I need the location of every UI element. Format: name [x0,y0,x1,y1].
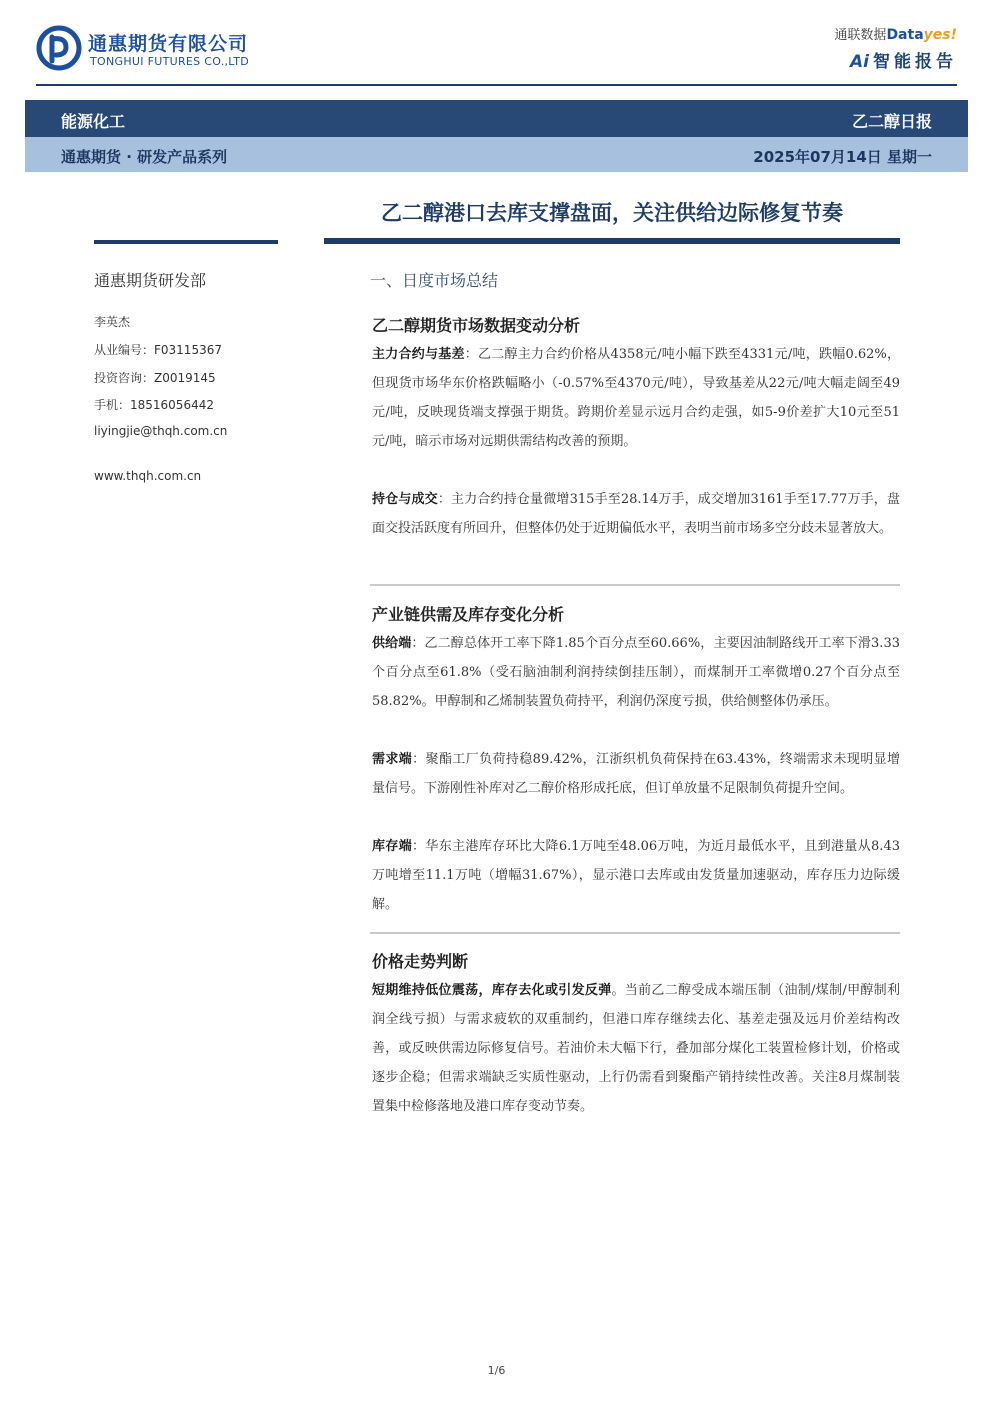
inventory-text: ：华东主港库存环比大降6.1万吨至48.06万吨，为近月最低水平，且到港量从8.43万吨增至11.1万吨（增幅31.67%），显示港口去库或由发货量加速驱动，库存压力边际缓解。 [372,839,900,912]
position-volume-text: ：主力合约持仓量微增315手至28.14万手，成交增加3161手至17.77万手，盘面交投活跃度有所回升，但整体仍处于近期偏低水平，表明当前市场多空分歧未显著放大。 [372,492,900,536]
inventory-label: 库存端 [372,839,413,854]
brand-yes: yes! [923,27,957,43]
position-volume-label: 持仓与成交 [372,492,438,507]
header-rule [36,84,957,86]
contract-basis-text: ：乙二醇主力合约价格从4358元/吨小幅下跌至4331元/吨，跌幅0.62%，但现货市场华东价格跌幅略小（-0.57%至4370元/吨），导致基差从22元/吨大幅走阔至49元/吨，反映现货端支撑强于期货。跨期价差显示远月合约走强，如5-9价差扩大10元至51元/吨，暗示市场对远期供需结构改善的预期。 [372,347,900,449]
price-outlook-text: 。当前乙二醇受成本端压制（油制/煤制/甲醇制利润全线亏损）与需求疲软的双重制约，但港口库存继续去化、基差走强及远月价差结构改善，或反映供需边际修复信号。若油价未大幅下行，叠加部分煤化工装置检修计划，价格或逐步企稳；但需求端缺乏实质性驱动，上行仍需看到聚酯产销持续性改善。关注8月煤制装置集中检修落地及港口库存变动节奏。 [372,983,900,1114]
position-volume-paragraph [372,485,900,543]
brand-data: Data [886,27,924,43]
inventory-paragraph [372,832,900,919]
supply-text: ：乙二醇总体开工率下降1.85个百分点至60.66%，主要因油制路线开工率下滑3.33个百分点至61.8%（受石脑油制利润持续倒挂压制），而煤制开工率微增0.27个百分点至58.82%。甲醇制和乙烯制装置负荷持平，利润仍深度亏损，供给侧整体仍承压。 [372,636,900,709]
report-headline: 乙二醇港口去库支撑盘面，关注供给边际修复节奏 [381,201,843,225]
demand-text: ：聚酯工厂负荷持稳89.42%，江浙织机负荷保持在63.43%，终端需求未现明显增量信号。下游刚性补库对乙二醇价格形成托底，但订单放量不足限制负荷提升空间。 [372,752,900,796]
phone-number: 手机：18516056442 [94,398,214,412]
price-outlook-heading: 价格走势判断 [372,952,469,971]
contract-basis-label: 主力合约与基差 [372,347,465,362]
price-outlook-label: 短期维持低位震荡，库存去化或引发反弹 [372,983,612,998]
website-link[interactable]: www.thqh.com.cn [94,469,202,483]
page-number: 1/6 [487,1364,506,1377]
sector-band [25,100,968,137]
brand-report-label: 智能报告 [873,52,957,72]
company-name-cn: 通惠期货有限公司 [88,33,249,55]
tonghui-logo-icon [36,25,82,71]
sidebar-rule [94,240,278,244]
supply-paragraph [372,629,900,716]
license-number: 从业编号：F03115367 [94,343,222,357]
report-date: 2025年07月14日 星期一 [753,148,932,166]
research-dept: 通惠期货研发部 [94,271,207,290]
datayes-brand [797,24,957,74]
email-link[interactable]: liyingjie@thqh.com.cn [94,424,228,438]
brand-top-cn: 通联数据 [834,28,887,43]
section-divider [370,584,900,586]
company-name-en: TONGHUI FUTURES CO.,LTD [90,55,250,68]
futures-analysis-heading: 乙二醇期货市场数据变动分析 [372,316,581,335]
sector-label: 能源化工 [61,112,126,131]
analyst-name: 李英杰 [94,315,131,329]
section-divider [370,932,900,934]
price-outlook-paragraph [372,976,900,1121]
demand-paragraph [372,745,900,803]
supply-chain-heading: 产业链供需及库存变化分析 [372,605,565,624]
section-title: 一、日度市场总结 [370,271,499,290]
consult-number: 投资咨询：Z0019145 [94,371,216,385]
contract-basis-paragraph [372,340,900,456]
report-type: 乙二醇日报 [851,112,932,131]
brand-top-line [797,24,957,43]
company-logo [36,25,276,73]
headline-rule [324,238,900,244]
series-label: 通惠期货 · 研发产品系列 [61,148,228,166]
brand-ai-mark: Ai [850,52,869,72]
brand-bottom-line [797,47,957,72]
series-band [25,137,968,172]
demand-label: 需求端 [372,752,413,767]
supply-label: 供给端 [372,636,412,651]
